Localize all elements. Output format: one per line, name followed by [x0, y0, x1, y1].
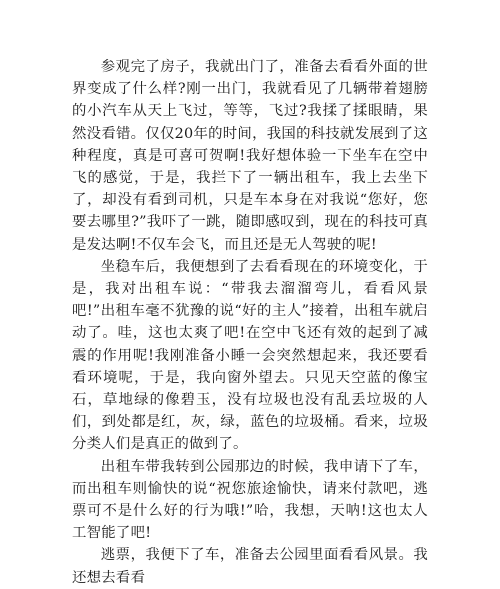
paragraph-4-partial: 逃票，我便下了车，准备去公园里面看看风景。我还想去看看	[72, 547, 428, 586]
paragraph-3: 出租车带我转到公园那边的时候，我申请下了车，而出租车则愉快的说“祝您旅途愉快，请来付款吧，逃票可不是什么好的行为哦!”哈，我想，天呐!这也太人工智能了吧!	[72, 458, 428, 542]
paragraph-1: 参观完了房子，我就出门了，准备去看看外面的世界变成了什么样?刚一出门，我就看见了几辆带着翅膀的小汽车从天上飞过，等等，飞过?我揉了揉眼睛，果然没看错。仅仅20年的时间，我国的科技就发展到了这种程度，真是可喜可贺啊!我好想体验一下坐车在空中飞的感觉，于是，我拦下了一辆出租车，我上去坐下了，却没有看到司机，只是车本身在对我说“您好，您要去哪里?”我吓了一跳，随即感叹到，现在的科技可真是发达啊!不仅车会飞，而且还是无人驾驶的呢!	[72, 59, 428, 253]
article-body	[72, 56, 428, 586]
paragraph-2: 坐稳车后，我便想到了去看看现在的环境变化，于是，我对出租车说：“带我去溜溜弯儿，看看风景吧!”出租车毫不犹豫的说“好的主人”接着，出租车就启动了。哇，这也太爽了吧!在空中飞还有效的起到了减震的作用呢!我刚准备小睡一会突然想起来，我还要看看环境呢，于是，我向窗外望去。只见天空蓝的像宝石，草地绿的像碧玉，没有垃圾也没有乱丢垃圾的人们，到处都是红，灰，绿，蓝色的垃圾桶。看来，垃圾分类人们是真正的做到了。	[72, 258, 428, 453]
